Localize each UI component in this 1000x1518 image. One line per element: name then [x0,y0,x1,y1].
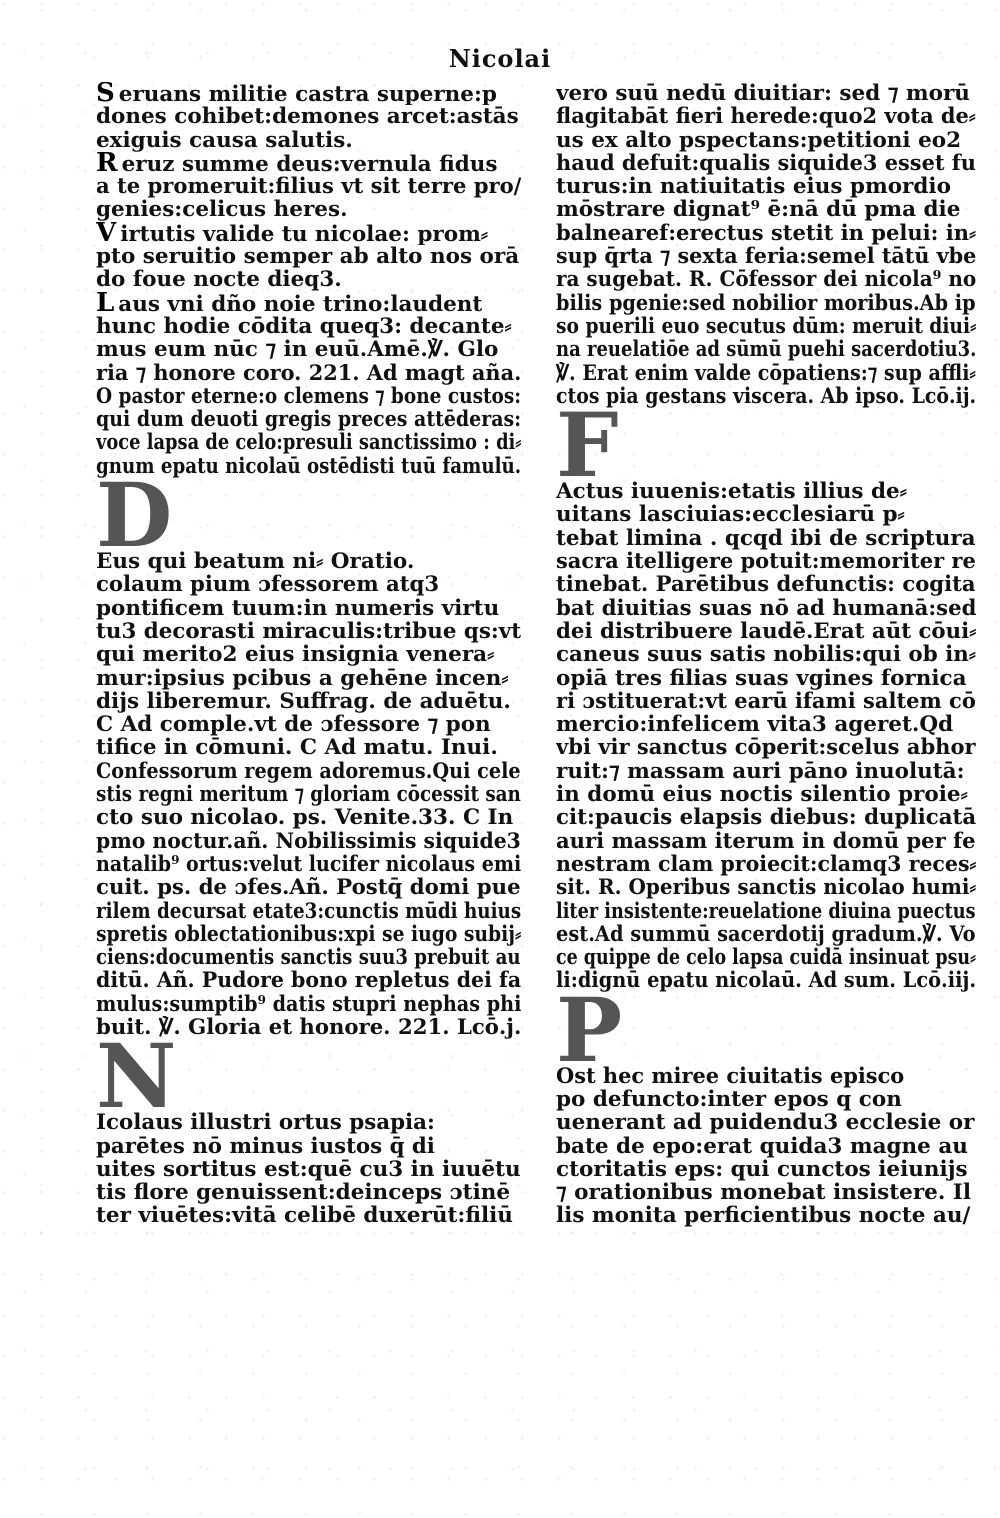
line-text: aus vni dño noie trino:laudent [118,291,483,315]
text-line [556,105,976,128]
line-text: flagitabāt fieri herede:quo2 vota de⸗ [556,105,976,129]
line-text: O pastor eterne:o clemens ⁊ bone custos: [96,384,521,409]
line-text: pmo noctur.añ. Nobilissimis siquide3 [96,829,521,853]
line-text: natalib⁹ ortus:velut lucifer nicolaus emi [96,852,521,877]
text-line [556,573,976,596]
text-line [96,643,521,666]
text-line [96,923,521,946]
line-text: cit:paucis elapsis diebus: duplicatā [556,806,976,830]
line-text: liter insistente:reuelatione diuina puectus [556,899,976,923]
line-text: spretis oblectationibus:xpi se iugo subij⸗ [96,922,521,947]
line-text: eruans militie castra superne:p [118,82,497,106]
text-line [96,129,521,152]
text-line [96,783,521,806]
dropcap-initial: F [556,408,619,498]
line-text: gnum epatu nicolaū ostēdisti tuū famulū. [96,454,521,479]
line-text: ciens:documentis sanctis suu3 prebuit au [96,946,521,970]
text-line [96,946,521,969]
line-text: li:dignū epatu nicolaū. Ad sum. Lcō.iij. [556,969,976,993]
text-line [96,292,521,315]
line-text: mur:ipsius pcibus a gehēne incen⸗ [96,666,509,690]
section-initial: S [96,82,115,106]
text-line [96,338,521,361]
line-text: rilem decursat etate3:cunctis mūdi huius [96,899,521,923]
line-text: dones cohibet:demones arcet:astās [96,105,519,129]
text-line [96,736,521,759]
line-text: pontificem tuum:in numeris virtu [96,596,500,620]
text-line [556,667,976,690]
line-text: auri massam iterum in domū per fe [556,829,976,853]
line-text: ra sugebat. R. Cōfessor dei nicola⁹ no [556,268,976,292]
line-text: lis monita perficientibus nocte au/ [556,1204,971,1228]
text-line [96,667,521,690]
text-line: colaum pium ɔfessorem atq3 [96,573,439,597]
text-line [96,455,521,478]
line-text: dei distribuere laudē.Erat aūt cōui⸗ [556,619,976,644]
line-text: nestram clam proiecit:clamq3 reces⸗ [556,852,976,877]
text-line [556,900,976,923]
line-text: ruit:⁊ massam auri pāno inuolutā: [556,759,965,784]
line-text: bate de epo:erat quida3 magne au [556,1134,968,1158]
section-initial: V [96,221,117,246]
text-line [556,315,976,338]
text-line [96,315,521,338]
text-line [556,292,976,315]
line-text: tis flore genuissent:deinceps ɔtinē [96,1181,511,1205]
text-line [556,783,976,806]
right-dropcap-block-2 [556,993,976,1112]
left-dropcap-block-2 [96,1039,521,1158]
text-line [96,222,521,245]
text-line [96,362,521,385]
text-line [96,597,521,620]
line-text: hunc hodie cōdita queq3: decante⸗ [96,314,512,339]
text-line [96,969,521,992]
left-text-block-3 [96,1158,521,1228]
left-text-block-1 [96,82,521,478]
line-text: sit. R. Operibus sanctis nicolao humi⸗ [556,876,976,900]
text-line [556,129,976,152]
line-text: haud defuit:qualis siquide3 esset fu [556,151,976,176]
text-line [556,362,976,385]
text-line [556,736,976,759]
line-text: ⁊ orationibus monebat insistere. Il [556,1181,972,1205]
line-text: caneus suus satis nobilis:qui ob in⸗ [556,643,976,667]
text-line [556,876,976,899]
line-text: pto seruitio semper ab alto nos orā [96,245,520,269]
text-line: Actus iuuenis:etatis illius de⸗ [556,480,907,504]
text-line [556,198,976,221]
line-text: sacra itelligere potuit:memoriter re [556,550,976,574]
line-text: a te promeruit:filius vt sit terre pro/ [96,175,521,199]
text-line: Eus qui beatum ni⸗ Oratio. [96,550,415,574]
line-text: ctoritatis eps: qui cunctos ieiunijs [556,1157,968,1182]
text-line [556,690,976,713]
line-text: turus:in natiuitatis eius pmordio [556,175,951,199]
text-line [96,1158,521,1181]
line-text: us ex alto pspectans:petitioni eo2 [556,128,962,152]
text-line [96,245,521,268]
line-text: voce lapsa de celo:presuli sanctissimo : di⸗ [96,431,521,455]
section-initial: L [96,291,115,315]
line-text: est.Ad summū sacerdotij gradum.℣. Vo [556,922,976,947]
line-text: ter viuētes:vitā celibē duxerūt:filiū [96,1204,513,1228]
text-line [96,1181,521,1204]
text-line [96,152,521,175]
line-text: tifice in cōmuni. C Ad matu. Inui. [96,736,498,760]
line-text: uenerant ad puidendu3 ecclesie or [556,1111,975,1135]
line-text: cuit. ps. de ɔfes.Añ. Postq̄ domi pue [96,876,521,900]
text-line [556,245,976,268]
line-text: mulus:sumptib⁹ datis stupri nephas phi [96,992,521,1016]
text-line [556,338,976,361]
left-text-block-2 [96,597,521,1040]
text-line [96,806,521,829]
text-line [96,105,521,128]
line-text: C Ad comple.vt de ɔfessore ⁊ pon [96,713,491,737]
text-line [96,853,521,876]
text-line [556,550,976,573]
text-line: parētes nō minus iustos q̄ di [96,1134,435,1158]
line-text: ce quippe de celo lapsa cuidā insinuat psu⸗ [556,946,976,970]
line-text: Confessorum regem adoremus.Qui cele [96,759,521,784]
line-text: mercio:infelicem vita3 ageret.Qd [556,713,954,737]
text-line [556,969,976,992]
text-line [556,1158,976,1181]
line-text: qui merito2 eius insignia venera⸗ [96,643,495,667]
text-line [96,690,521,713]
line-text: uites sortitus est:quē cu3 in iuuētu [96,1157,521,1182]
line-text: ria ⁊ honore coro. 221. Ad magt aña. [96,361,521,385]
line-text: opiā tres filias suas vgines fornica [556,666,967,690]
text-line: po defuncto:inter epos q con [556,1087,902,1112]
text-line [556,713,976,736]
text-line [556,923,976,946]
text-line [96,620,521,643]
line-text: na reuelatiōe ad sūmū puehi sacerdotiu3. [556,338,976,362]
left-dropcap-block-1 [96,478,521,597]
text-line [96,876,521,899]
text-line [96,385,521,408]
text-line [556,82,976,105]
text-line [556,385,976,408]
text-line [96,175,521,198]
text-line [556,1204,976,1227]
line-text: stis regni meritum ⁊ gloriam cōcessit san [96,783,521,807]
line-text: tu3 decorasti miraculis:tribue qs:vt [96,619,521,644]
line-text: in domū eius noctis silentio proie⸗ [556,783,968,807]
text-line [556,152,976,175]
line-text: ℣. Erat enim valde cōpatiens:⁊ sup affli⸗ [556,361,976,385]
text-line: uitans lasciuias:ecclesiarū p⸗ [556,503,905,527]
text-line: Icolaus illustri ortus psapia: [96,1111,435,1135]
text-line [556,806,976,829]
text-line [96,760,521,783]
text-line [556,946,976,969]
dropcap-initial: P [556,992,623,1082]
line-text: mus eum nūc ⁊ in euū.Amē.℣. Glo [96,338,499,362]
line-text: ri ɔstituerat:vt earū ifami saltem cō [556,689,976,714]
text-line [96,82,521,105]
line-text: irtutis valide tu nicolae: prom⸗ [120,221,488,246]
right-column [556,82,976,1228]
text-line [96,713,521,736]
text-line [96,198,521,221]
line-text: ditū. Añ. Pudore bono repletus dei fa [96,969,521,993]
line-text: genies:celicus heres. [96,198,348,222]
line-text: tebat limina . qcqd ibi de scriptura [556,526,976,551]
text-line [556,1181,976,1204]
right-dropcap-block-1 [556,408,976,527]
section-initial: R [96,151,118,176]
line-text: qui dum deuoti gregis preces attēderas: [96,408,521,432]
text-line [556,1135,976,1158]
text-line [96,431,521,454]
line-text: buit. ℣. Gloria et honore. 221. Lcō.j. [96,1015,521,1040]
line-text: cto suo nicolao. ps. Venite.33. C In [96,806,514,830]
line-text: tinebat. Parētibus defunctis: cogita [556,573,976,597]
text-line [96,900,521,923]
text-line [556,1111,976,1134]
text-line [96,830,521,853]
line-text: mōstrare dignat⁹ ē:nā dū pma die [556,198,961,222]
left-column [96,82,521,1228]
right-text-block-2 [556,527,976,993]
text-line [96,408,521,431]
right-text-block-1 [556,82,976,408]
dropcap-initial: D [96,478,173,568]
line-text: exiguis causa salutis. [96,128,353,152]
text-line [556,175,976,198]
text-line [556,760,976,783]
text-line [96,268,521,291]
text-line [556,830,976,853]
text-line: Ost hec miree ciuitatis episco [556,1064,904,1088]
running-head: Nicolai [448,44,552,73]
text-line [556,620,976,643]
line-text: so puerili euo secutus dūm: meruit diui⸗ [556,314,976,339]
text-line [96,993,521,1016]
text-line [556,597,976,620]
dropcap-initial: N [96,1039,177,1129]
right-text-block-3 [556,1111,976,1227]
text-line [556,853,976,876]
text-line [556,222,976,245]
line-text: bat diuitias suas nō ad humanā:sed [556,596,976,620]
line-text: vero suū nedū diuitiar: sed ⁊ morū [556,82,970,106]
line-text: vbi vir sanctus cōperit:scelus abhor [556,736,976,760]
line-text: sup q̄rta ⁊ sexta feria:semel tātū vbe [556,245,976,269]
line-text: do foue nocte dieq3. [96,268,342,292]
line-text: bilis pgenie:sed nobilior moribus.Ab ip [556,291,976,315]
text-line [556,527,976,550]
text-line [96,1016,521,1039]
line-text: dijs liberemur. Suffrag. de aduētu. [96,689,511,714]
text-line [96,1204,521,1227]
line-text: eruz summe deus:vernula fidus [121,151,498,176]
line-text: ctos pia gestans viscera. Ab ipso. Lcō.ij. [556,384,976,409]
text-line [556,268,976,291]
line-text: balnearef:erectus stetit in pelui: in⸗ [556,221,976,246]
text-line [556,643,976,666]
